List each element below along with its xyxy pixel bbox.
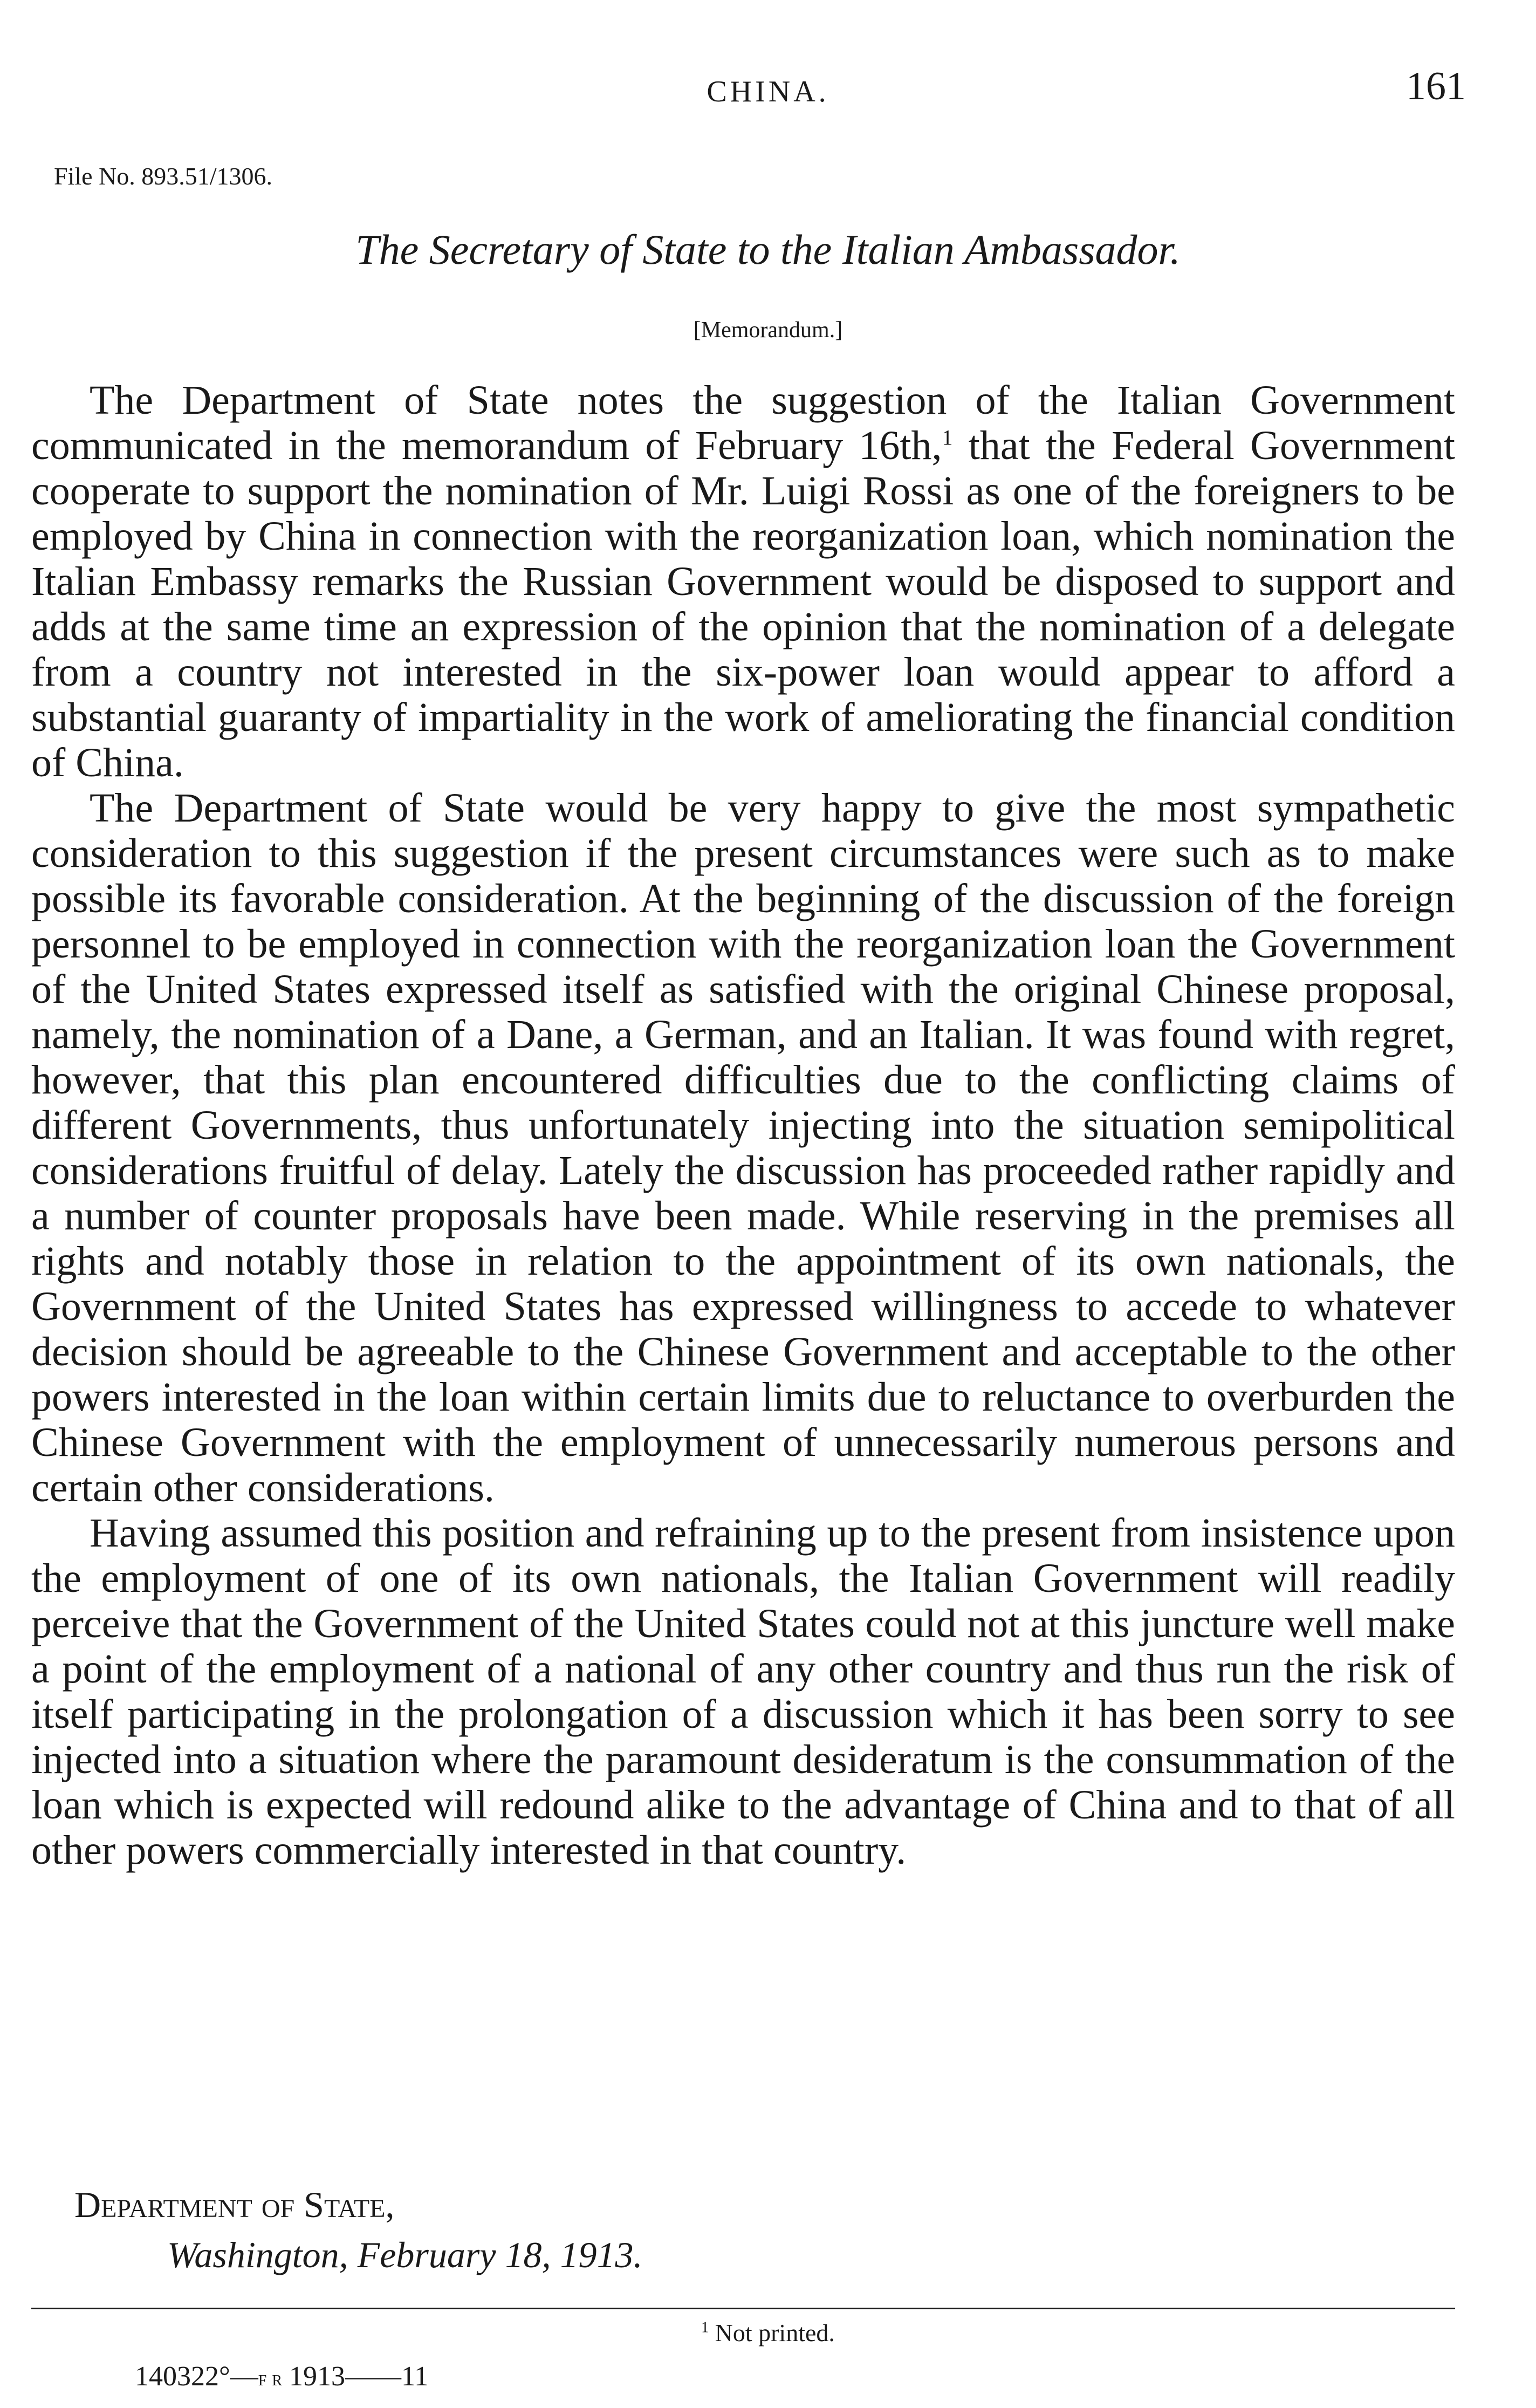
paragraph-2: The Department of State would be very happy to give the most sympathetic consideration to this suggestion if the present circumstances were such as to make possible its favorable consideration. At the beginning of the discussion of the foreign personnel to be employed in connection with the reorganization loan the Government of the United States expressed itself as satisfied with the original Chinese proposal, namely, the nomination of a Dane, a German, and an Italian. It was found with regret, however, that this plan encountered difficulties due to the conflicting claims of different Governments, thus unfortunately injecting into the situation semipolitical considerations fruitful of delay. Lately the discussion has proceeded rather rapidly and a number of counter proposals have been made. While reserving in the premises all rights and notably those in relation to the appointment of its own nationals, the Government of the United States has expressed willingness to accede to whatever decision should be agreeable to the Chinese Government and acceptable to the other powers interested in the loan within certain limits due to reluctance to overburden the Chinese Government with the employment of unnecessarily numerous persons and certain other considerations. <box>31 785 1455 1510</box>
paragraph-1 <box>31 378 1455 785</box>
signature-block <box>74 2184 642 2276</box>
signature-place-date: Washington, February 18, 1913. <box>167 2234 643 2275</box>
paragraph-1-text-a: The Department of State notes the suggestion of the Italian Government communicated in the memorandum of February 16th, <box>31 378 1455 468</box>
running-header: CHINA. <box>707 75 829 108</box>
footnote-number: 1 <box>701 2319 709 2336</box>
paragraph-1-text-b: that the Federal Government cooperate to support the nomination of Mr. Luigi Rossi as one of the foreigners to be employed by China in connection with the reorganization loan, which nomination the Italian Embassy remarks the Russian Government would be disposed to support and adds at the same time an expression of the opinion that the nomination of a delegate from a country not interested in the six-power loan would appear to afford a substantial guaranty of impartiality in the work of ameliorating the financial condition of China. <box>31 423 1455 785</box>
page-number: 161 <box>1406 64 1466 108</box>
printer-code-rest: 1913——11 <box>282 2361 429 2392</box>
footnote-text: Not printed. <box>715 2319 835 2347</box>
memorandum-body <box>31 378 1455 1873</box>
printer-signature-line <box>135 2361 428 2392</box>
document-subtitle: [Memorandum.] <box>693 318 843 343</box>
paragraph-3: Having assumed this position and refraining up to the present from insistence upon the employment of one of its own nationals, the Italian Government will readily perceive that the Government of the United States could not at this juncture well make a point of the employment of a national of any other country and thus run the risk of itself participating in the prolongation of a discussion which it has been sorry to see injected into a situation where the paramount desideratum is the consummation of the loan which is expected will redound alike to the advantage of China and to that of all other powers commercially interested in that country. <box>31 1510 1455 1873</box>
signature-department: Department of State, <box>74 2184 395 2225</box>
footnote <box>0 2318 1536 2347</box>
footnote-reference: 1 <box>942 425 953 450</box>
printer-code-smallcaps: f r <box>258 2366 283 2390</box>
document-title: The Secretary of State to the Italian Ambassador. <box>355 226 1181 273</box>
printer-code: 140322°— <box>135 2361 258 2392</box>
footnote-divider <box>31 2308 1455 2309</box>
file-number: File No. 893.51/1306. <box>54 162 273 190</box>
